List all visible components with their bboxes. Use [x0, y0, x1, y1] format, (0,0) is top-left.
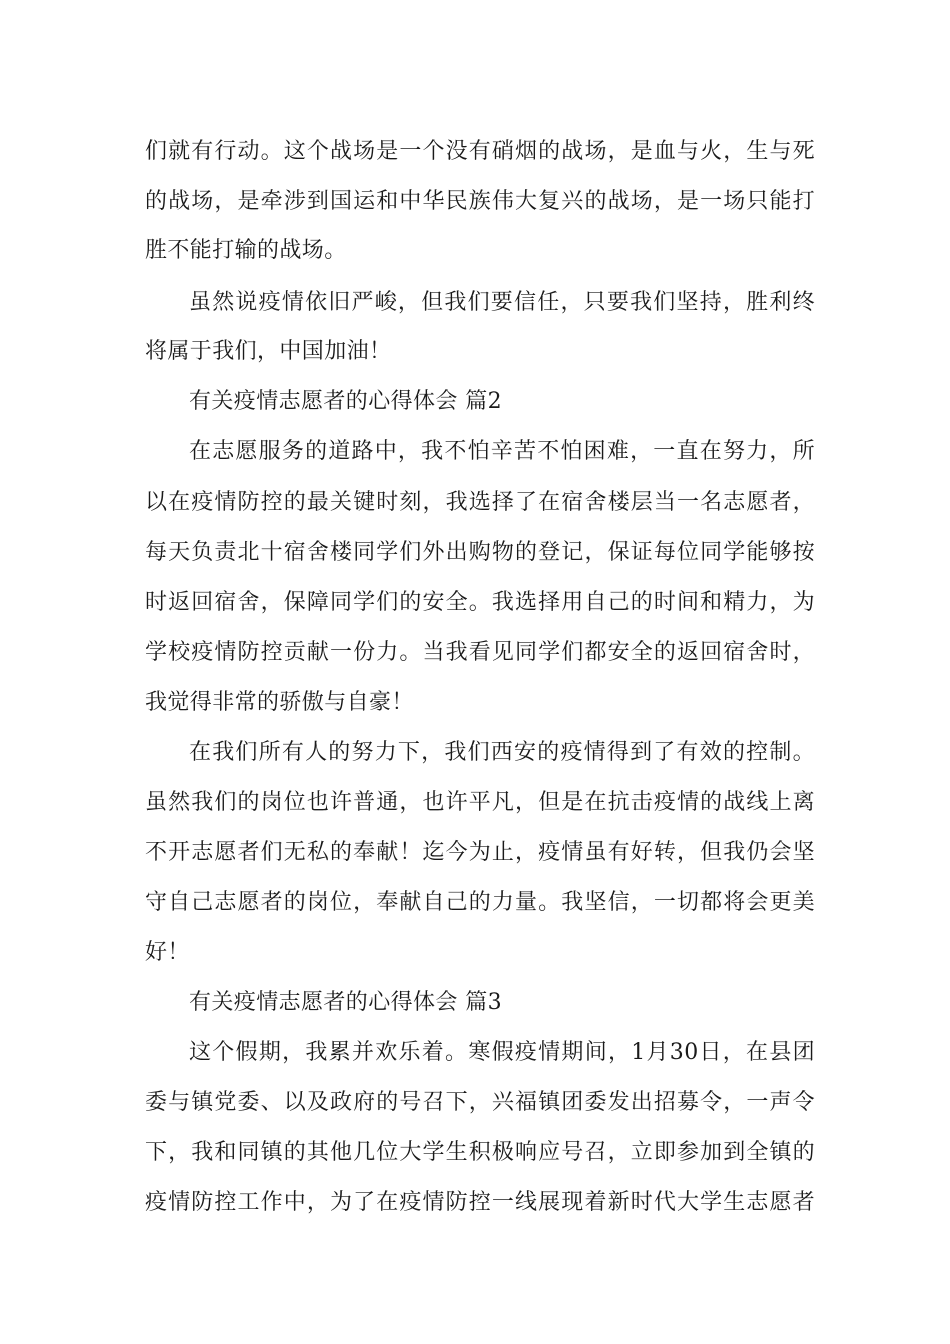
- paragraph-line: 以在疫情防控的最关键时刻，我选择了在宿舍楼层当一名志愿者，: [145, 490, 815, 515]
- paragraph-line: 守自己志愿者的岗位，奉献自己的力量。我坚信，一切都将会更美: [145, 890, 815, 915]
- paragraph-line: 每天负责北十宿舍楼同学们外出购物的登记，保证每位同学能够按: [145, 540, 815, 565]
- paragraph-line: 这个假期，我累并欢乐着。寒假疫情期间，1月30日，在县团: [189, 1040, 815, 1065]
- paragraph-line: 虽然说疫情依旧严峻，但我们要信任，只要我们坚持，胜利终: [189, 290, 815, 315]
- paragraph-line: 委与镇党委、以及政府的号召下，兴福镇团委发出招募令，一声令: [145, 1090, 815, 1115]
- paragraph-line: 的战场，是牵涉到国运和中华民族伟大复兴的战场，是一场只能打: [145, 189, 815, 214]
- paragraph-line: 好！: [145, 940, 190, 965]
- section-heading: 有关疫情志愿者的心得体会 篇3: [189, 990, 502, 1015]
- paragraph-line: 时返回宿舍，保障同学们的安全。我选择用自己的时间和精力，为: [145, 590, 815, 615]
- paragraph-line: 在我们所有人的努力下，我们西安的疫情得到了有效的控制。: [189, 740, 815, 765]
- paragraph-line: 们就有行动。这个战场是一个没有硝烟的战场，是血与火，生与死: [145, 139, 815, 164]
- paragraph-line: 不开志愿者们无私的奉献！迄今为止，疫情虽有好转，但我仍会坚: [145, 840, 815, 865]
- paragraph-line: 疫情防控工作中，为了在疫情防控一线展现着新时代大学生志愿者: [145, 1190, 815, 1215]
- paragraph-line: 学校疫情防控贡献一份力。当我看见同学们都安全的返回宿舍时，: [145, 640, 815, 665]
- paragraph-line: 下，我和同镇的其他几位大学生积极响应号召，立即参加到全镇的: [145, 1140, 815, 1165]
- paragraph-line: 虽然我们的岗位也许普通，也许平凡，但是在抗击疫情的战线上离: [145, 790, 815, 815]
- paragraph-line: 我觉得非常的骄傲与自豪！: [145, 690, 414, 715]
- paragraph-line: 在志愿服务的道路中，我不怕辛苦不怕困难，一直在努力，所: [189, 439, 815, 464]
- paragraph-line: 将属于我们，中国加油！: [145, 339, 392, 364]
- section-heading: 有关疫情志愿者的心得体会 篇2: [189, 389, 502, 414]
- paragraph-line: 胜不能打输的战场。: [145, 238, 347, 263]
